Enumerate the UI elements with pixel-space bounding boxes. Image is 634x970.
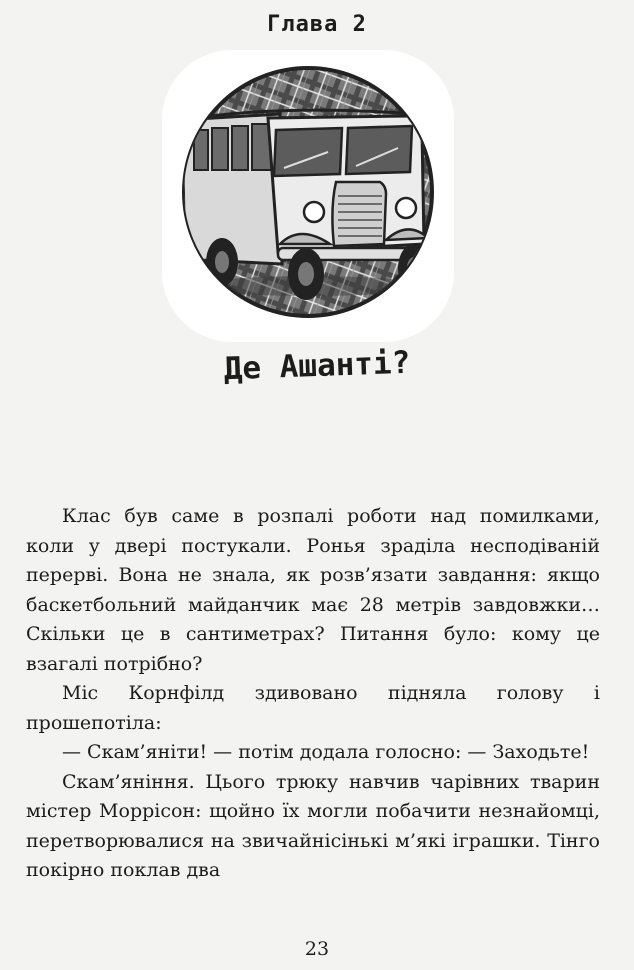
paragraph: Скам’яніння. Цього трюку навчив чарівних тварин містер Моррісон: щойно їх могли побачити незнайомці, перетворювалися на звичайнісінькі м’які іграшки. Тінго покірно поклав два [26, 770, 600, 881]
bus-icon [160, 48, 456, 344]
paragraph: — Скам’яніти! — потім додала голосно: — Заходьте! [62, 741, 590, 763]
paragraph: Міс Корнфілд здивовано підняла голову і прошепотіла: [26, 682, 600, 734]
chapter-title: Де Ашанті? [223, 344, 411, 388]
page-number: 23 [304, 938, 330, 960]
paragraph: Клас був саме в розпалі роботи над помилками, коли у двері постукали. Ронья зраділа несподіваній перерві. Вона не знала, як розв’язати завдання: якщо баскетбольний майданчик має 28 метрів завдовжки… Скільки це в сантиметрах? Питання було: кому це взагалі потрібно? [26, 505, 600, 675]
chapter-label: Глава 2 [267, 12, 367, 37]
body-text [26, 502, 600, 886]
